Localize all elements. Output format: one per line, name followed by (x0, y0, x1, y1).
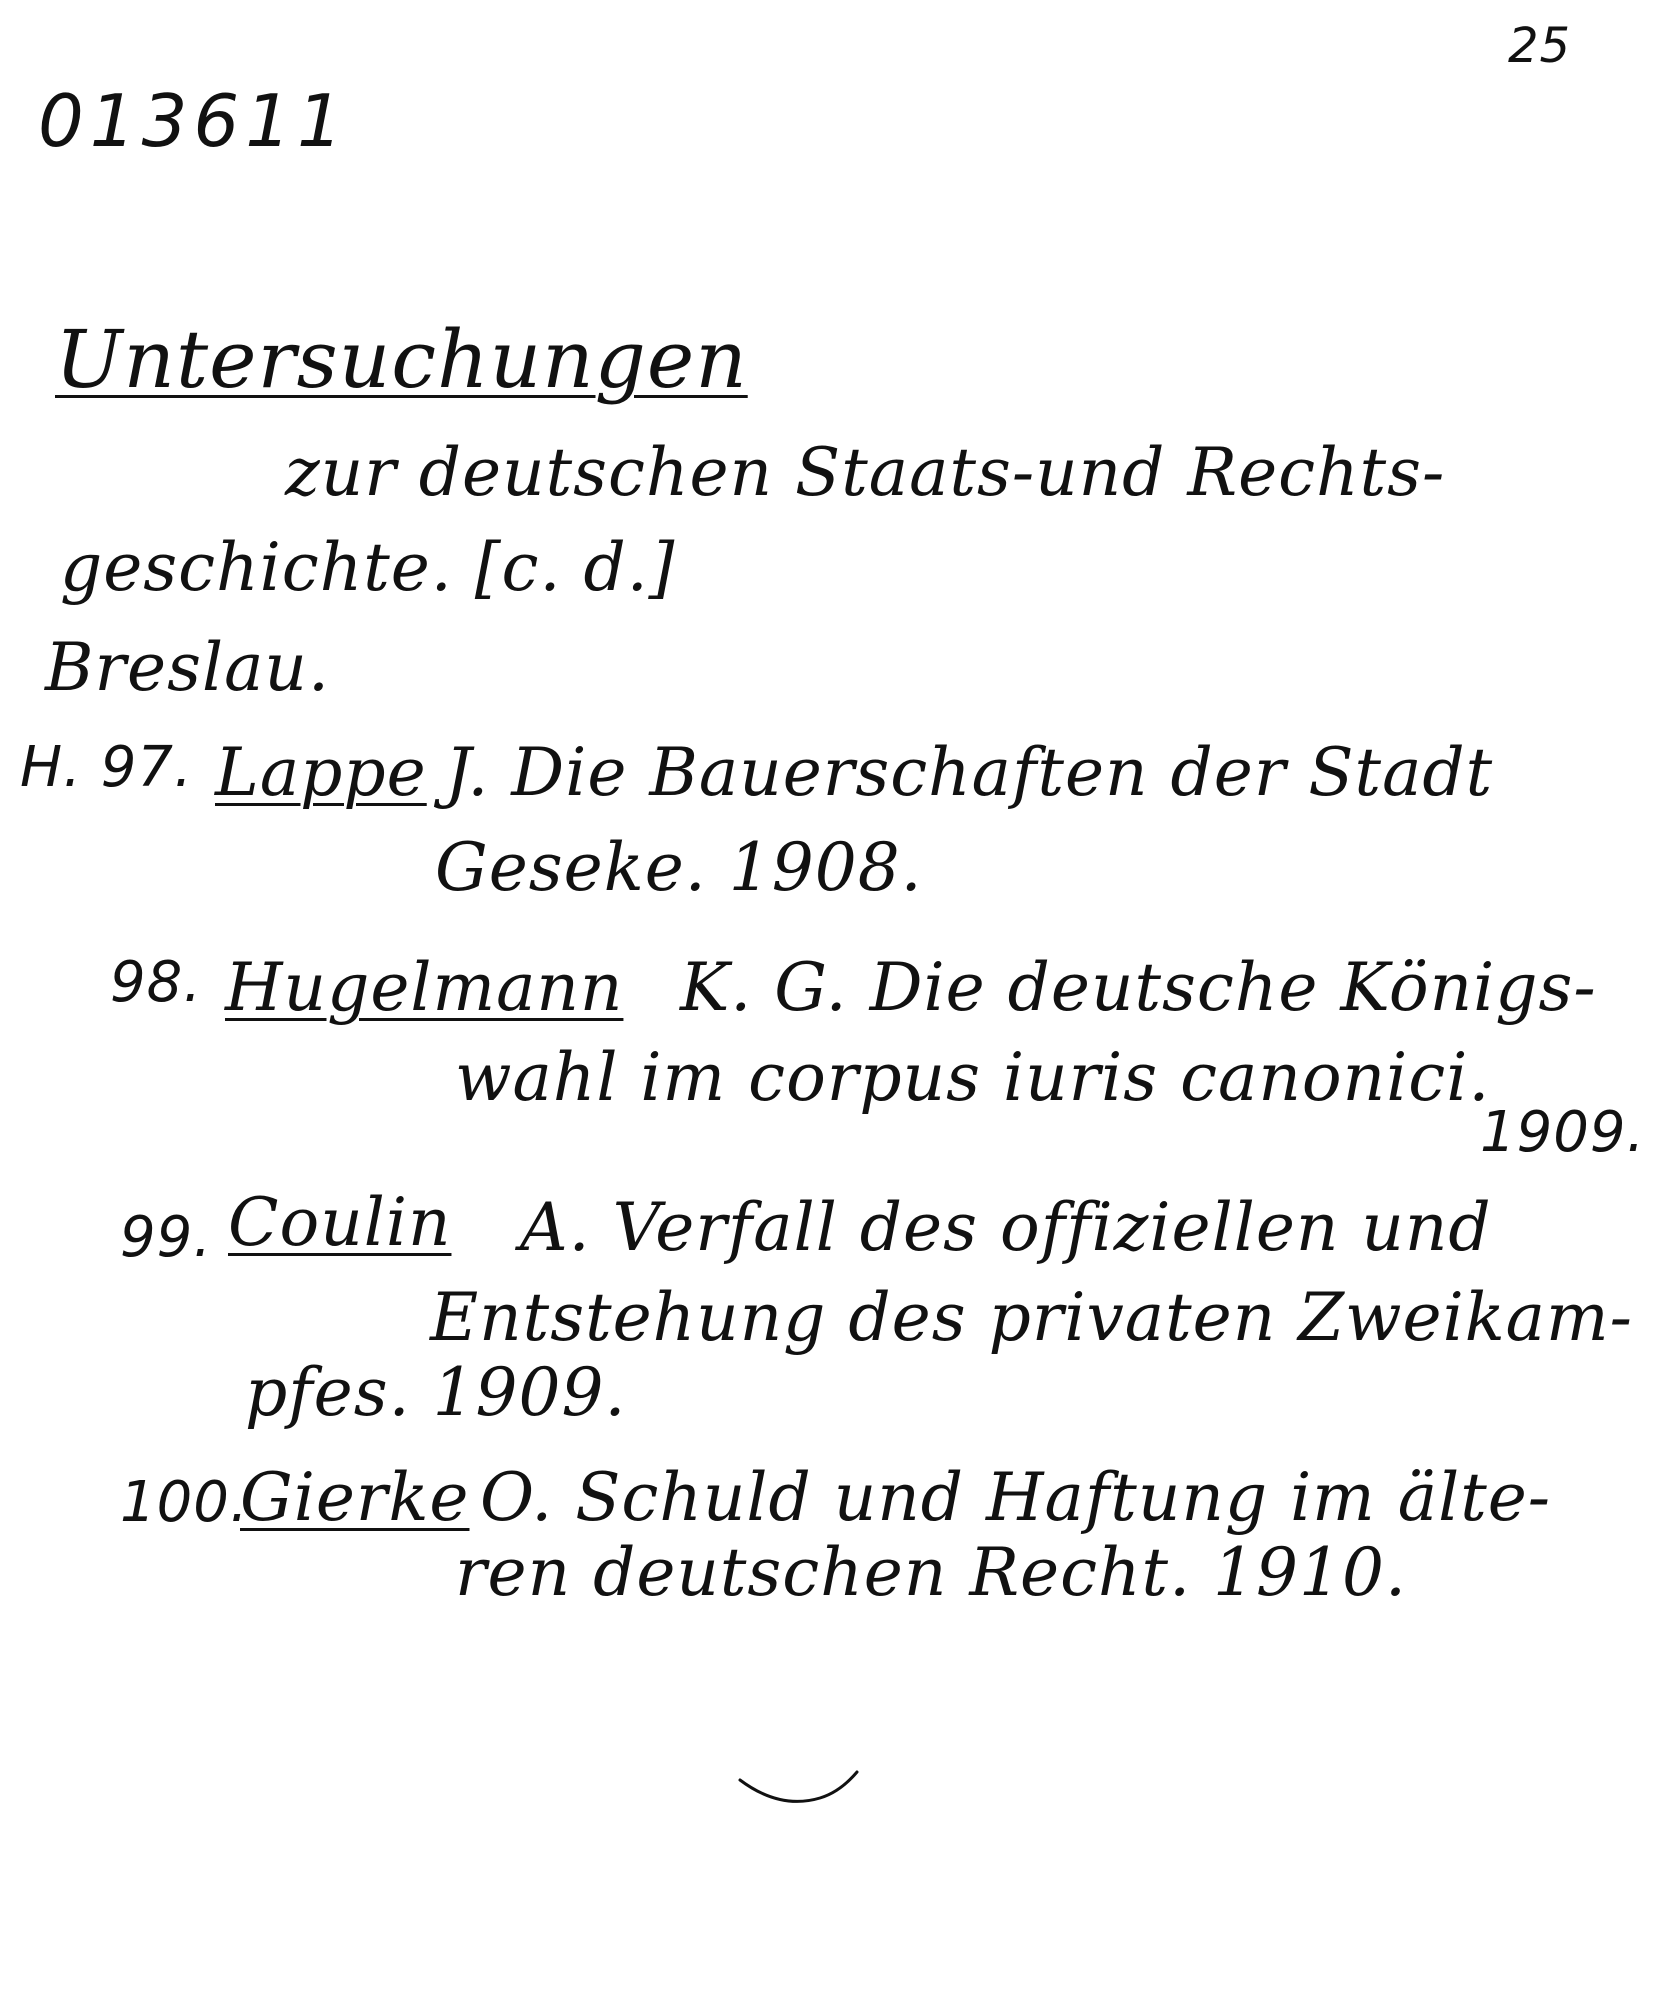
entry-title-line2: ren deutschen Recht. 1910. (455, 1534, 1407, 1611)
catalog-number: 013611 (38, 79, 349, 163)
entry-year: 1909. (1480, 1100, 1646, 1165)
series-place: Breslau. (45, 629, 330, 706)
entry-title-line2: Entstehung des privaten Zweikam- (430, 1279, 1633, 1356)
entry-number: 98. (110, 950, 203, 1015)
entry-title-line1: J. Die Bauerschaften der Stadt (445, 734, 1494, 811)
entry-number: 100. (120, 1470, 249, 1535)
entry-number: H. 97. (20, 735, 193, 800)
series-subtitle-line2: geschichte. [c. d.] (60, 529, 676, 606)
entry-title-line2: wahl im corpus iuris canonici. (455, 1039, 1491, 1116)
entry-number: 99. (120, 1205, 213, 1270)
entry-author: Coulin (228, 1184, 452, 1261)
entry-author: Gierke (240, 1459, 470, 1536)
entry-author: Hugelmann (225, 949, 624, 1026)
entry-title-line1: A. Verfall des offiziellen und (520, 1189, 1492, 1266)
page-number: 25 (1508, 18, 1572, 74)
series-subtitle-line1: zur deutschen Staats-und Rechts- (285, 434, 1446, 511)
closing-flourish-mark (735, 1760, 865, 1820)
entry-author: Lappe (215, 734, 427, 811)
entry-title-line2: Geseke. 1908. (435, 829, 923, 906)
entry-title-line1: K. G. Die deutsche Königs- (680, 949, 1597, 1026)
series-title: Untersuchungen (55, 313, 748, 406)
entry-title-line1: O. Schuld und Haftung im älte- (480, 1459, 1552, 1536)
entry-title-line3: pfes. 1909. (245, 1354, 627, 1431)
